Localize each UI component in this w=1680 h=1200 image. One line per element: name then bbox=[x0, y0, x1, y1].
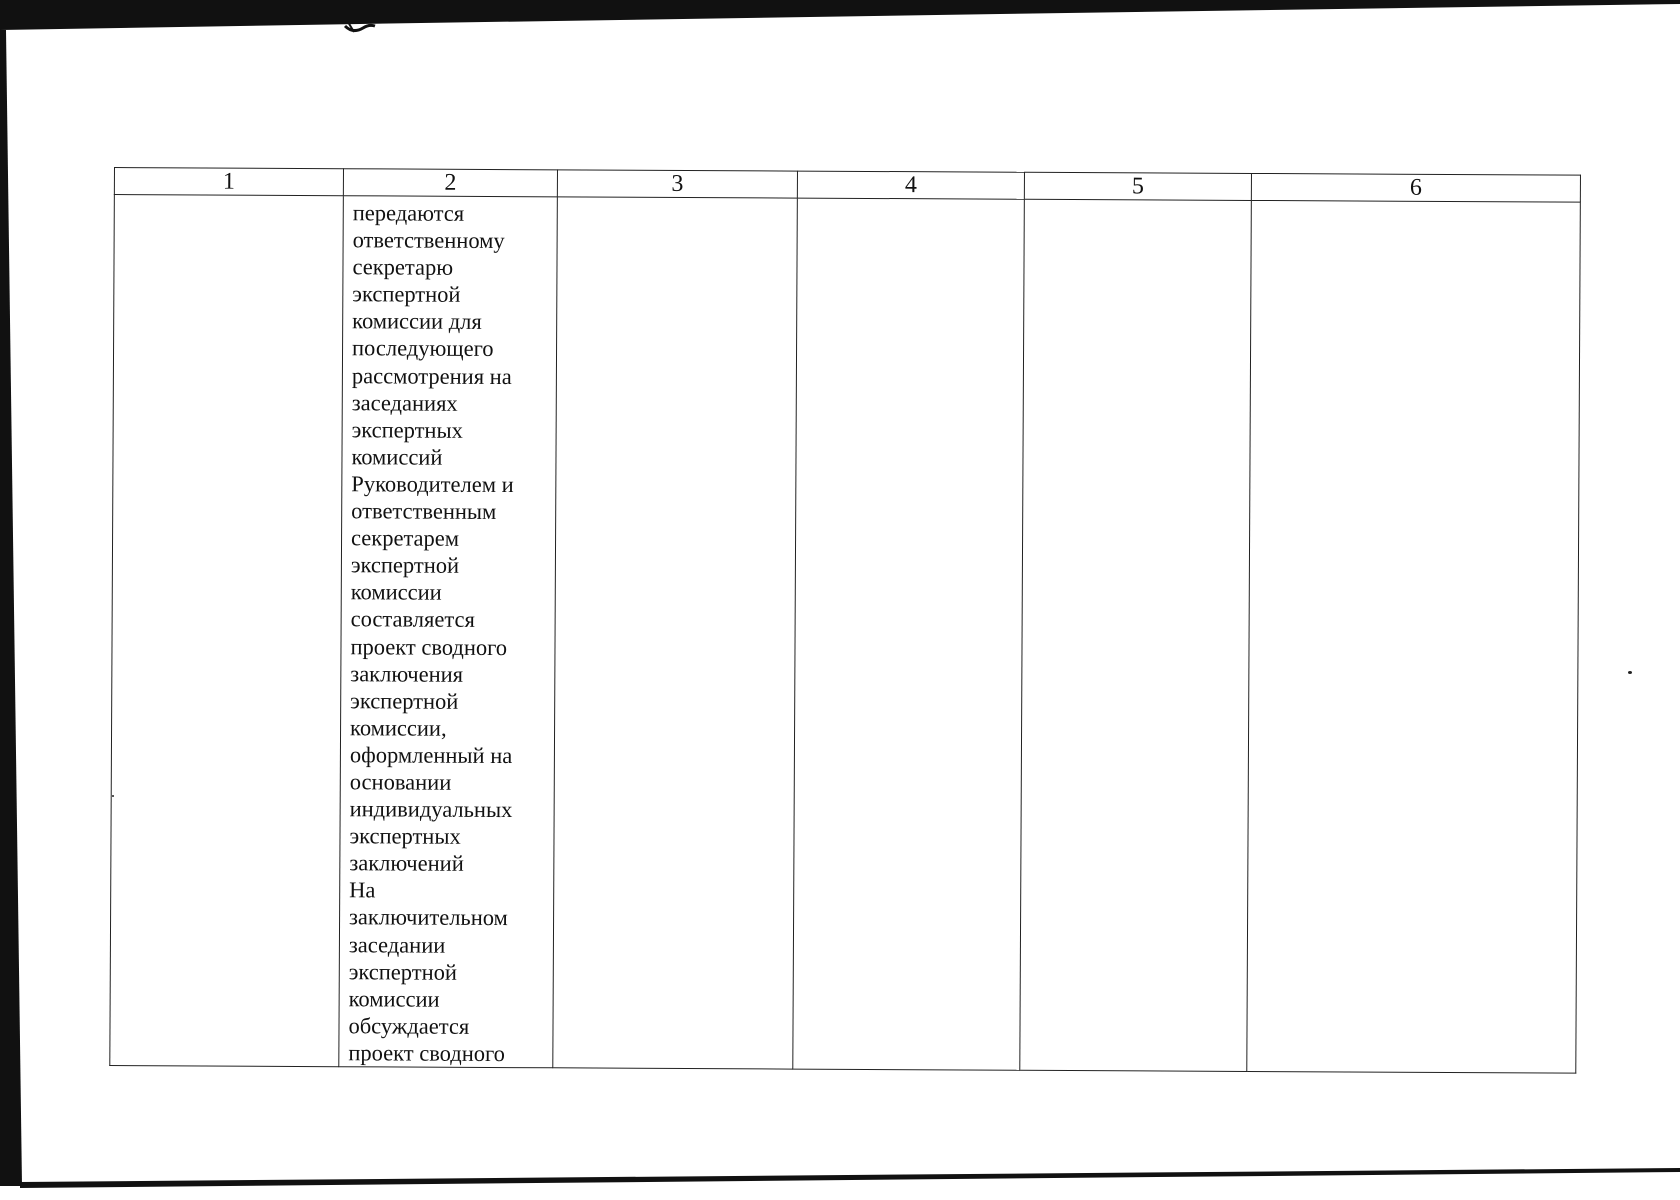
cell-text-line: комиссии, bbox=[350, 715, 447, 741]
cell-text-line: комиссии bbox=[350, 579, 442, 606]
cell-text-line: основании bbox=[349, 769, 452, 795]
cell-text-line: рассмотрения на bbox=[351, 362, 512, 389]
cell-text-line: ответственному bbox=[352, 227, 505, 254]
cell-text-line: Руководителем и bbox=[351, 471, 514, 498]
column-number-2: 2 bbox=[343, 169, 557, 197]
document-table bbox=[109, 167, 1580, 1074]
cell-text-line: комиссий bbox=[351, 444, 443, 470]
cell-col5 bbox=[1020, 199, 1252, 1071]
scan-speck bbox=[1628, 671, 1632, 674]
cell-col3 bbox=[553, 197, 798, 1069]
cell-col6 bbox=[1247, 200, 1581, 1073]
cell-col1 bbox=[110, 195, 344, 1067]
cell-text-line: заседании bbox=[348, 931, 446, 958]
cell-text-line: последующего bbox=[351, 335, 494, 362]
cell-text-line: На bbox=[349, 877, 376, 903]
column-number-4: 4 bbox=[797, 171, 1024, 199]
cell-col4 bbox=[793, 198, 1025, 1070]
table-row bbox=[110, 195, 1581, 1074]
column-number-5: 5 bbox=[1024, 172, 1251, 200]
cell-text-line: экспертной bbox=[348, 958, 458, 985]
cell-text-line: комиссии для bbox=[352, 308, 482, 335]
cell-text-line: экспертных bbox=[349, 823, 461, 849]
column-number-1: 1 bbox=[114, 168, 343, 196]
cell-col2 bbox=[339, 196, 558, 1068]
cell-text-line: секретарем bbox=[350, 525, 460, 551]
cell-text-line: проект сводного bbox=[348, 1040, 506, 1066]
cell-text-line: составляется bbox=[350, 606, 475, 633]
cell-text-line: индивидуальных bbox=[349, 796, 513, 823]
cell-text-line: заключительном bbox=[349, 904, 508, 931]
column-number-3: 3 bbox=[557, 170, 797, 198]
cell-text-line: ответственным bbox=[351, 498, 497, 525]
cell-text-line: секретарю bbox=[352, 254, 454, 280]
cell-text-line: заключения bbox=[350, 660, 464, 687]
cell-text-line: экспертной bbox=[350, 552, 460, 579]
cell-text-line: заседаниях bbox=[351, 389, 458, 416]
cell-col2-text bbox=[339, 196, 557, 1067]
cell-text-line: комиссии bbox=[348, 985, 440, 1012]
cell-text-line: экспертной bbox=[350, 687, 459, 714]
cell-text-line: оформленный на bbox=[349, 742, 513, 768]
cell-text-line: экспертной bbox=[352, 281, 461, 308]
cell-text-line: проект сводного bbox=[350, 633, 508, 660]
cell-text-line: экспертных bbox=[351, 416, 463, 443]
cell-text-line: передаются bbox=[352, 200, 465, 226]
column-number-6: 6 bbox=[1251, 173, 1580, 202]
cell-text-line: обсуждается bbox=[348, 1013, 470, 1039]
cell-text-line: заключений bbox=[349, 850, 464, 877]
